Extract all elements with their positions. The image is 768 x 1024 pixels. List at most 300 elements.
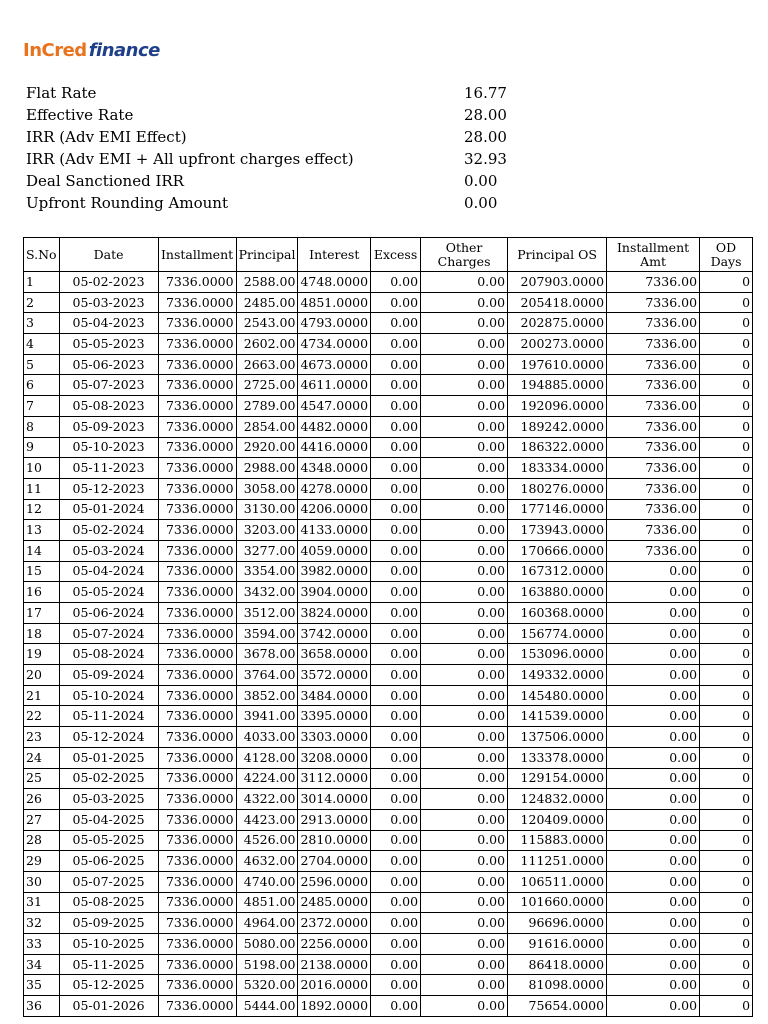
cell-other-charges: 0.00: [421, 768, 508, 789]
table-row: [24, 768, 753, 789]
cell-installment-amt: 0.00: [607, 644, 700, 665]
cell-installment-amt: 7336.00: [607, 272, 700, 293]
cell-sno: 2: [24, 292, 60, 313]
cell-excess: 0.00: [371, 499, 421, 520]
cell-installment: 7336.0000: [158, 437, 236, 458]
cell-other-charges: 0.00: [421, 913, 508, 934]
table-row: [24, 934, 753, 955]
col-header-principal: Principal: [236, 238, 298, 272]
table-row: [24, 354, 753, 375]
cell-interest: 4851.0000: [298, 292, 371, 313]
cell-installment-amt: 0.00: [607, 768, 700, 789]
cell-excess: 0.00: [371, 747, 421, 768]
cell-sno: 34: [24, 954, 60, 975]
cell-date: 05-07-2024: [59, 623, 158, 644]
cell-sno: 1: [24, 272, 60, 293]
cell-principal-os: 156774.0000: [508, 623, 607, 644]
table-row: [24, 272, 753, 293]
cell-installment: 7336.0000: [158, 996, 236, 1017]
cell-excess: 0.00: [371, 809, 421, 830]
cell-od-days: 0: [700, 375, 753, 396]
cell-excess: 0.00: [371, 996, 421, 1017]
cell-date: 05-07-2025: [59, 871, 158, 892]
cell-sno: 28: [24, 830, 60, 851]
table-body: [24, 272, 753, 1017]
cell-installment-amt: 0.00: [607, 789, 700, 810]
table-row: [24, 437, 753, 458]
cell-other-charges: 0.00: [421, 396, 508, 417]
cell-installment: 7336.0000: [158, 396, 236, 417]
cell-date: 05-06-2025: [59, 851, 158, 872]
cell-excess: 0.00: [371, 727, 421, 748]
repayment-schedule-table: [23, 237, 753, 1017]
cell-other-charges: 0.00: [421, 313, 508, 334]
cell-principal-os: 75654.0000: [508, 996, 607, 1017]
cell-principal-os: 202875.0000: [508, 313, 607, 334]
rate-value: 0.00: [464, 194, 498, 212]
cell-other-charges: 0.00: [421, 871, 508, 892]
cell-installment: 7336.0000: [158, 851, 236, 872]
cell-date: 05-05-2023: [59, 334, 158, 355]
cell-principal-os: 200273.0000: [508, 334, 607, 355]
col-header-principal-os: Principal OS: [508, 238, 607, 272]
cell-interest: 2016.0000: [298, 975, 371, 996]
cell-installment: 7336.0000: [158, 768, 236, 789]
table-row: [24, 582, 753, 603]
cell-date: 05-04-2023: [59, 313, 158, 334]
cell-sno: 17: [24, 603, 60, 624]
cell-od-days: 0: [700, 975, 753, 996]
logo-part-incred: InCred: [23, 40, 87, 61]
table-row: [24, 499, 753, 520]
cell-installment: 7336.0000: [158, 747, 236, 768]
cell-principal: 2485.00: [236, 292, 298, 313]
cell-od-days: 0: [700, 582, 753, 603]
cell-sno: 6: [24, 375, 60, 396]
cell-installment-amt: 0.00: [607, 830, 700, 851]
cell-principal-os: 167312.0000: [508, 561, 607, 582]
cell-principal: 3852.00: [236, 685, 298, 706]
table-row: [24, 913, 753, 934]
cell-interest: 4133.0000: [298, 520, 371, 541]
cell-interest: 2138.0000: [298, 954, 371, 975]
rate-label: Deal Sanctioned IRR: [26, 172, 184, 190]
cell-principal-os: 192096.0000: [508, 396, 607, 417]
cell-principal: 2920.00: [236, 437, 298, 458]
cell-principal: 2602.00: [236, 334, 298, 355]
logo-part-finance: finance: [88, 40, 160, 61]
cell-sno: 4: [24, 334, 60, 355]
cell-interest: 4059.0000: [298, 540, 371, 561]
cell-installment: 7336.0000: [158, 975, 236, 996]
cell-od-days: 0: [700, 416, 753, 437]
col-header-installment: Installment: [158, 238, 236, 272]
cell-od-days: 0: [700, 685, 753, 706]
cell-other-charges: 0.00: [421, 996, 508, 1017]
cell-excess: 0.00: [371, 334, 421, 355]
cell-principal: 4128.00: [236, 747, 298, 768]
cell-installment: 7336.0000: [158, 665, 236, 686]
cell-date: 05-12-2024: [59, 727, 158, 748]
cell-other-charges: 0.00: [421, 375, 508, 396]
table-row: [24, 871, 753, 892]
cell-installment: 7336.0000: [158, 354, 236, 375]
cell-principal-os: 163880.0000: [508, 582, 607, 603]
cell-excess: 0.00: [371, 396, 421, 417]
table-row: [24, 727, 753, 748]
table-row: [24, 520, 753, 541]
cell-installment-amt: 0.00: [607, 561, 700, 582]
cell-principal-os: 205418.0000: [508, 292, 607, 313]
cell-installment: 7336.0000: [158, 582, 236, 603]
cell-od-days: 0: [700, 499, 753, 520]
cell-installment: 7336.0000: [158, 375, 236, 396]
cell-principal: 5320.00: [236, 975, 298, 996]
cell-installment-amt: 7336.00: [607, 499, 700, 520]
cell-principal-os: 133378.0000: [508, 747, 607, 768]
cell-other-charges: 0.00: [421, 561, 508, 582]
col-header-other-charges: Other Charges: [421, 238, 508, 272]
rate-label: IRR (Adv EMI Effect): [26, 128, 187, 146]
cell-interest: 3658.0000: [298, 644, 371, 665]
cell-principal-os: 160368.0000: [508, 603, 607, 624]
cell-sno: 11: [24, 478, 60, 499]
rate-value: 32.93: [464, 150, 507, 168]
cell-excess: 0.00: [371, 458, 421, 479]
cell-excess: 0.00: [371, 954, 421, 975]
cell-excess: 0.00: [371, 520, 421, 541]
cell-principal: 3130.00: [236, 499, 298, 520]
cell-excess: 0.00: [371, 561, 421, 582]
cell-principal: 3354.00: [236, 561, 298, 582]
table-row: [24, 851, 753, 872]
cell-principal: 4322.00: [236, 789, 298, 810]
cell-date: 05-09-2024: [59, 665, 158, 686]
cell-installment-amt: 7336.00: [607, 396, 700, 417]
table-row: [24, 954, 753, 975]
cell-principal-os: 149332.0000: [508, 665, 607, 686]
cell-installment: 7336.0000: [158, 954, 236, 975]
cell-installment: 7336.0000: [158, 458, 236, 479]
cell-other-charges: 0.00: [421, 437, 508, 458]
cell-od-days: 0: [700, 954, 753, 975]
cell-installment-amt: 7336.00: [607, 437, 700, 458]
cell-principal-os: 111251.0000: [508, 851, 607, 872]
cell-installment: 7336.0000: [158, 871, 236, 892]
cell-sno: 3: [24, 313, 60, 334]
cell-interest: 4611.0000: [298, 375, 371, 396]
cell-date: 05-11-2024: [59, 706, 158, 727]
cell-sno: 13: [24, 520, 60, 541]
cell-excess: 0.00: [371, 975, 421, 996]
table-row: [24, 975, 753, 996]
cell-interest: 2913.0000: [298, 809, 371, 830]
cell-date: 05-04-2025: [59, 809, 158, 830]
cell-installment: 7336.0000: [158, 540, 236, 561]
cell-date: 05-03-2023: [59, 292, 158, 313]
cell-excess: 0.00: [371, 582, 421, 603]
cell-installment: 7336.0000: [158, 313, 236, 334]
cell-principal: 3764.00: [236, 665, 298, 686]
cell-sno: 8: [24, 416, 60, 437]
cell-sno: 9: [24, 437, 60, 458]
cell-principal: 3432.00: [236, 582, 298, 603]
cell-interest: 3982.0000: [298, 561, 371, 582]
cell-interest: 4278.0000: [298, 478, 371, 499]
cell-principal-os: 189242.0000: [508, 416, 607, 437]
cell-principal: 2543.00: [236, 313, 298, 334]
cell-excess: 0.00: [371, 623, 421, 644]
cell-other-charges: 0.00: [421, 623, 508, 644]
cell-excess: 0.00: [371, 375, 421, 396]
cell-sno: 29: [24, 851, 60, 872]
cell-excess: 0.00: [371, 540, 421, 561]
cell-sno: 35: [24, 975, 60, 996]
cell-date: 05-01-2025: [59, 747, 158, 768]
table-row: [24, 375, 753, 396]
cell-date: 05-01-2024: [59, 499, 158, 520]
rate-value: 28.00: [464, 106, 507, 124]
cell-od-days: 0: [700, 789, 753, 810]
cell-principal: 4224.00: [236, 768, 298, 789]
cell-date: 05-03-2025: [59, 789, 158, 810]
cell-other-charges: 0.00: [421, 830, 508, 851]
cell-date: 05-02-2023: [59, 272, 158, 293]
cell-installment-amt: 0.00: [607, 665, 700, 686]
cell-installment-amt: 7336.00: [607, 313, 700, 334]
cell-excess: 0.00: [371, 892, 421, 913]
table-row: [24, 603, 753, 624]
cell-interest: 3208.0000: [298, 747, 371, 768]
table-row: [24, 313, 753, 334]
cell-other-charges: 0.00: [421, 851, 508, 872]
cell-installment: 7336.0000: [158, 892, 236, 913]
cell-other-charges: 0.00: [421, 582, 508, 603]
cell-interest: 2256.0000: [298, 934, 371, 955]
cell-excess: 0.00: [371, 478, 421, 499]
cell-installment-amt: 0.00: [607, 975, 700, 996]
cell-installment-amt: 0.00: [607, 913, 700, 934]
cell-interest: 2485.0000: [298, 892, 371, 913]
cell-principal-os: 170666.0000: [508, 540, 607, 561]
cell-principal: 5080.00: [236, 934, 298, 955]
cell-sno: 16: [24, 582, 60, 603]
cell-principal: 3512.00: [236, 603, 298, 624]
cell-excess: 0.00: [371, 354, 421, 375]
cell-date: 05-05-2024: [59, 582, 158, 603]
cell-date: 05-12-2023: [59, 478, 158, 499]
cell-principal-os: 86418.0000: [508, 954, 607, 975]
cell-date: 05-04-2024: [59, 561, 158, 582]
cell-installment-amt: 7336.00: [607, 416, 700, 437]
cell-principal-os: 153096.0000: [508, 644, 607, 665]
cell-installment: 7336.0000: [158, 644, 236, 665]
cell-interest: 4482.0000: [298, 416, 371, 437]
cell-interest: 4793.0000: [298, 313, 371, 334]
rate-value: 0.00: [464, 172, 498, 190]
cell-installment-amt: 7336.00: [607, 292, 700, 313]
rate-value: 16.77: [464, 84, 507, 102]
cell-principal: 4851.00: [236, 892, 298, 913]
rate-value: 28.00: [464, 128, 507, 146]
cell-sno: 12: [24, 499, 60, 520]
cell-installment-amt: 0.00: [607, 954, 700, 975]
cell-date: 05-06-2023: [59, 354, 158, 375]
cell-installment-amt: 0.00: [607, 851, 700, 872]
cell-installment-amt: 0.00: [607, 706, 700, 727]
cell-od-days: 0: [700, 313, 753, 334]
cell-installment-amt: 0.00: [607, 747, 700, 768]
col-header-sno: S.No: [24, 238, 60, 272]
cell-od-days: 0: [700, 623, 753, 644]
cell-od-days: 0: [700, 934, 753, 955]
cell-principal-os: 173943.0000: [508, 520, 607, 541]
cell-interest: 2704.0000: [298, 851, 371, 872]
cell-installment: 7336.0000: [158, 499, 236, 520]
cell-interest: 4547.0000: [298, 396, 371, 417]
cell-sno: 33: [24, 934, 60, 955]
cell-principal-os: 91616.0000: [508, 934, 607, 955]
cell-installment: 7336.0000: [158, 934, 236, 955]
cell-od-days: 0: [700, 520, 753, 541]
cell-sno: 18: [24, 623, 60, 644]
cell-od-days: 0: [700, 768, 753, 789]
cell-sno: 15: [24, 561, 60, 582]
cell-installment-amt: 0.00: [607, 996, 700, 1017]
cell-date: 05-08-2024: [59, 644, 158, 665]
cell-sno: 25: [24, 768, 60, 789]
cell-od-days: 0: [700, 292, 753, 313]
cell-other-charges: 0.00: [421, 644, 508, 665]
cell-installment-amt: 0.00: [607, 623, 700, 644]
cell-other-charges: 0.00: [421, 685, 508, 706]
cell-other-charges: 0.00: [421, 603, 508, 624]
cell-excess: 0.00: [371, 665, 421, 686]
cell-principal: 3941.00: [236, 706, 298, 727]
cell-installment-amt: 0.00: [607, 582, 700, 603]
cell-od-days: 0: [700, 871, 753, 892]
cell-sno: 32: [24, 913, 60, 934]
cell-other-charges: 0.00: [421, 292, 508, 313]
cell-od-days: 0: [700, 727, 753, 748]
cell-date: 05-09-2025: [59, 913, 158, 934]
cell-date: 05-08-2023: [59, 396, 158, 417]
cell-date: 05-02-2025: [59, 768, 158, 789]
cell-od-days: 0: [700, 603, 753, 624]
cell-installment: 7336.0000: [158, 416, 236, 437]
cell-installment-amt: 7336.00: [607, 375, 700, 396]
cell-principal: 3594.00: [236, 623, 298, 644]
cell-date: 05-03-2024: [59, 540, 158, 561]
cell-interest: 3904.0000: [298, 582, 371, 603]
cell-date: 05-10-2023: [59, 437, 158, 458]
col-header-installment-amt: Installment Amt: [607, 238, 700, 272]
cell-excess: 0.00: [371, 851, 421, 872]
cell-principal: 2854.00: [236, 416, 298, 437]
cell-principal-os: 129154.0000: [508, 768, 607, 789]
cell-other-charges: 0.00: [421, 727, 508, 748]
cell-principal-os: 207903.0000: [508, 272, 607, 293]
cell-installment: 7336.0000: [158, 685, 236, 706]
cell-installment: 7336.0000: [158, 334, 236, 355]
cell-od-days: 0: [700, 892, 753, 913]
cell-excess: 0.00: [371, 871, 421, 892]
cell-excess: 0.00: [371, 789, 421, 810]
cell-sno: 26: [24, 789, 60, 810]
cell-principal-os: 101660.0000: [508, 892, 607, 913]
table-row: [24, 644, 753, 665]
cell-installment: 7336.0000: [158, 809, 236, 830]
cell-od-days: 0: [700, 354, 753, 375]
rate-label: Upfront Rounding Amount: [26, 194, 228, 212]
cell-installment: 7336.0000: [158, 478, 236, 499]
cell-other-charges: 0.00: [421, 540, 508, 561]
cell-interest: 2372.0000: [298, 913, 371, 934]
cell-date: 05-11-2023: [59, 458, 158, 479]
cell-principal: 4526.00: [236, 830, 298, 851]
cell-installment-amt: 0.00: [607, 685, 700, 706]
cell-date: 05-10-2024: [59, 685, 158, 706]
cell-principal: 2988.00: [236, 458, 298, 479]
cell-other-charges: 0.00: [421, 809, 508, 830]
cell-installment-amt: 7336.00: [607, 334, 700, 355]
cell-installment: 7336.0000: [158, 727, 236, 748]
cell-sno: 27: [24, 809, 60, 830]
cell-interest: 3572.0000: [298, 665, 371, 686]
cell-od-days: 0: [700, 478, 753, 499]
cell-installment: 7336.0000: [158, 292, 236, 313]
cell-installment: 7336.0000: [158, 561, 236, 582]
cell-excess: 0.00: [371, 416, 421, 437]
cell-od-days: 0: [700, 996, 753, 1017]
cell-sno: 20: [24, 665, 60, 686]
cell-interest: 4748.0000: [298, 272, 371, 293]
cell-principal-os: 120409.0000: [508, 809, 607, 830]
cell-date: 05-05-2025: [59, 830, 158, 851]
cell-installment: 7336.0000: [158, 913, 236, 934]
cell-excess: 0.00: [371, 768, 421, 789]
cell-excess: 0.00: [371, 437, 421, 458]
cell-od-days: 0: [700, 644, 753, 665]
cell-interest: 1892.0000: [298, 996, 371, 1017]
cell-interest: 3395.0000: [298, 706, 371, 727]
cell-od-days: 0: [700, 809, 753, 830]
cell-od-days: 0: [700, 913, 753, 934]
cell-interest: 4734.0000: [298, 334, 371, 355]
cell-principal: 2588.00: [236, 272, 298, 293]
cell-date: 05-12-2025: [59, 975, 158, 996]
cell-installment-amt: 7336.00: [607, 540, 700, 561]
table-row: [24, 685, 753, 706]
incred-finance-logo: [23, 40, 160, 61]
cell-sno: 7: [24, 396, 60, 417]
cell-od-days: 0: [700, 458, 753, 479]
cell-other-charges: 0.00: [421, 458, 508, 479]
cell-installment: 7336.0000: [158, 789, 236, 810]
cell-principal: 4033.00: [236, 727, 298, 748]
cell-other-charges: 0.00: [421, 706, 508, 727]
cell-sno: 24: [24, 747, 60, 768]
cell-od-days: 0: [700, 747, 753, 768]
cell-principal-os: 106511.0000: [508, 871, 607, 892]
cell-installment-amt: 0.00: [607, 809, 700, 830]
cell-excess: 0.00: [371, 603, 421, 624]
table-row: [24, 892, 753, 913]
cell-installment-amt: 7336.00: [607, 520, 700, 541]
table-row: [24, 458, 753, 479]
cell-date: 05-02-2024: [59, 520, 158, 541]
cell-other-charges: 0.00: [421, 354, 508, 375]
